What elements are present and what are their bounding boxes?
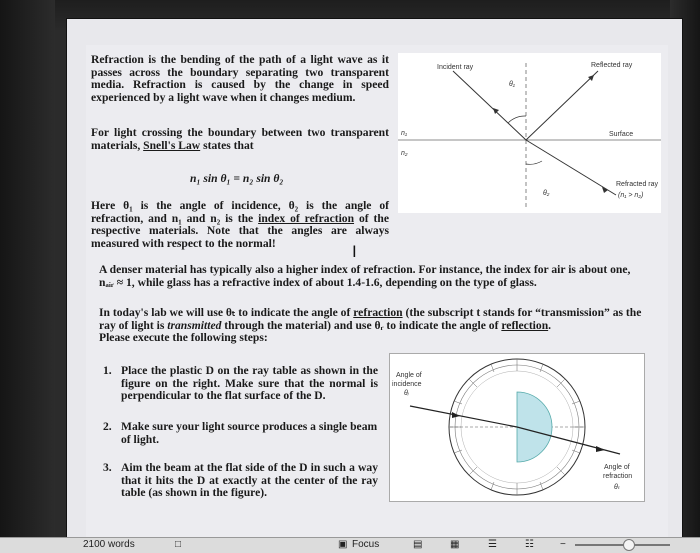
snells-law-equation: n₁ sin θ₁ = n₂ sin θ₂ — [190, 172, 284, 185]
paragraph-denser-material: A denser material has typically also a higher index of refraction. For instance, the index for air is about one, nₐᵢᵣ ≈ 1, while glass has a refractive index of about 1.4-1.6, depending on the type of glass. — [99, 263, 631, 289]
paragraph-snells-law-intro — [91, 127, 389, 152]
print-layout-icon[interactable]: ▤ — [413, 539, 423, 550]
n1-label: n₁ — [401, 130, 408, 137]
refraction-diagram — [398, 53, 661, 213]
zoom-out-button[interactable]: − — [560, 539, 566, 550]
refracted-ray-condition: (n₁ > n₂) — [618, 192, 644, 199]
zoom-slider-thumb[interactable] — [623, 539, 635, 551]
focus-icon[interactable]: ▣ — [338, 539, 348, 550]
surface-label: Surface — [609, 131, 634, 138]
angle-of-refraction-symbol: θₜ — [614, 484, 620, 491]
outline-view-icon[interactable]: ☰ — [488, 539, 497, 550]
paragraph-angle-definitions — [91, 200, 389, 250]
reflected-ray-label: Reflected ray — [591, 62, 633, 69]
step-number: 1. — [103, 364, 112, 377]
refracted-ray-label: Refracted ray — [616, 181, 659, 188]
angle-of-incidence-symbol: θᵢ — [404, 390, 409, 397]
web-layout-icon[interactable]: ▦ — [450, 539, 460, 550]
screen-bezel-left — [0, 0, 55, 552]
theta1-label: θ₁ — [509, 81, 516, 88]
theta2-label: θ₂ — [543, 190, 550, 197]
step-item: Aim the beam at the flat side of the D in such a way that it hits the D at exactly at the center of the ray table (as shown in the figure). — [121, 461, 378, 499]
draft-view-icon[interactable]: ☷ — [525, 539, 534, 550]
refraction-link[interactable]: refraction — [353, 306, 403, 319]
snells-law-text-b: states that — [200, 138, 254, 152]
paragraph-execute-steps: Please execute the following steps: — [99, 331, 268, 344]
angle-of-incidence-label: Angle of — [396, 372, 422, 379]
word-count[interactable]: 2100 words — [83, 539, 135, 550]
step-number: 2. — [103, 420, 112, 433]
text-cursor-icon: I — [352, 242, 357, 261]
transmitted-emphasis: transmitted — [167, 318, 222, 332]
step-number: 3. — [103, 461, 112, 474]
paragraph-lab-notation — [99, 307, 649, 332]
angle-def-text-a: Here θ₁ is the angle of incidence, θ₂ is the angle of refraction, and n₁ and n₂ is the — [91, 199, 389, 225]
reflection-link[interactable]: reflection — [501, 318, 549, 332]
notation-text-b: (the subscript t stands for “transmission” as the ray of light is — [99, 306, 642, 332]
snells-law-text-a: For light crossing the boundary between two transparent materials, — [91, 126, 389, 152]
notation-text-d: . — [548, 318, 552, 332]
n2-label: n₂ — [401, 150, 408, 157]
notation-text-c: through the material) and use θᵣ to indicate the angle of — [221, 318, 502, 332]
notation-text-a: In today's lab we will use θₜ to indicate the angle of — [99, 306, 354, 319]
ray-table-figure — [389, 353, 645, 502]
index-of-refraction-link[interactable]: index of refraction — [258, 211, 355, 225]
step-item: Place the plastic D on the ray table as shown in the figure on the right. Make sure that the normal is perpendicular to the flat surface of the D. — [121, 364, 378, 402]
focus-button[interactable]: Focus — [352, 539, 380, 550]
angle-of-refraction-label-2: refraction — [603, 473, 633, 480]
proofing-icon[interactable]: □ — [175, 539, 182, 550]
incident-ray-label: Incident ray — [437, 64, 474, 71]
angle-of-refraction-label: Angle of — [604, 464, 630, 471]
step-item: Make sure your light source produces a single beam of light. — [121, 420, 378, 446]
paragraph-refraction-definition: Refraction is the bending of the path of a light wave as it passes across the boundary separating two transparent media. Refraction is caused by the change in speed experienced by a light wave when it changes medium. — [91, 53, 389, 104]
angle-of-incidence-label-2: incidence — [392, 381, 422, 388]
status-bar — [0, 537, 700, 553]
snells-law-link[interactable]: Snell's Law — [143, 138, 201, 152]
angle-def-text-b: of the respective materials. Note that the angles are always measured with respect to the normal! — [91, 211, 389, 250]
